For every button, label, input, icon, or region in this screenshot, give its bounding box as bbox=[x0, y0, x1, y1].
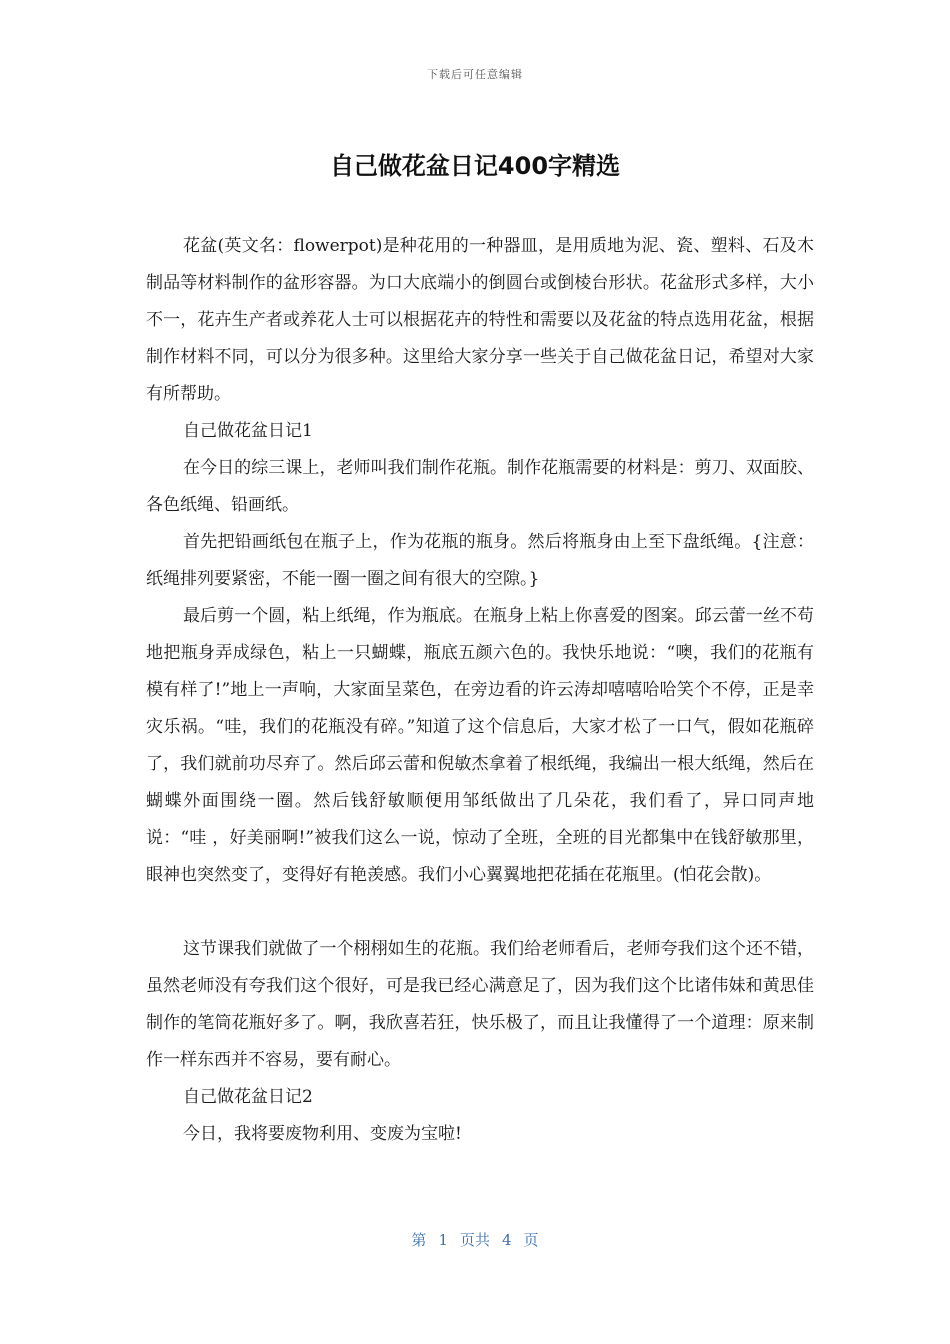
document-title: 自己做花盆日记400字精选 bbox=[329, 152, 621, 180]
page-label-prefix: 第 bbox=[411, 1231, 427, 1249]
page-label-middle: 页共 bbox=[459, 1231, 490, 1249]
section-heading-1: 自己做花盆日记1 bbox=[183, 421, 313, 441]
header-note: 下载后可任意编辑 bbox=[427, 68, 523, 81]
intro-paragraph: 花盆(英文名：flowerpot)是种花用的一种器皿，是用质地为泥、瓷、塑料、石及木制品等材料制作的盆形容器。为口大底端小的倒圆台或倒棱台形状。花盆形式多样，大小不一，花卉生产者或养花人士可以根据花卉的特性和需要以及花盆的特点选用花盆，根据制作材料不同，可以分为很多种。这里给大家分享一些关于自己做花盆日记，希望对大家有所帮助。 bbox=[146, 236, 814, 404]
body-paragraph: 在今日的综三课上，老师叫我们制作花瓶。制作花瓶需要的材料是：剪刀、双面胶、各色纸绳、铅画纸。 bbox=[146, 458, 814, 515]
page-label-suffix: 页 bbox=[523, 1231, 539, 1249]
section-heading-2: 自己做花盆日记2 bbox=[183, 1087, 313, 1107]
body-paragraph: 首先把铅画纸包在瓶子上，作为花瓶的瓶身。然后将瓶身由上至下盘纸绳。{注意：纸绳排列要紧密，不能一圈一圈之间有很大的空隙。} bbox=[146, 532, 814, 589]
current-page-number: 1 bbox=[438, 1231, 448, 1249]
body-paragraph: 这节课我们就做了一个栩栩如生的花瓶。我们给老师看后，老师夸我们这个还不错，虽然老师没有夸我们这个很好，可是我已经心满意足了，因为我们这个比诸伟妹和黄思佳制作的笔筒花瓶好多了。啊，我欣喜若狂，快乐极了，而且让我懂得了一个道理：原来制作一样东西并不容易，要有耐心。 bbox=[146, 939, 814, 1070]
paragraph-gap bbox=[146, 894, 814, 931]
body-paragraph: 今日，我将要废物利用、变废为宝啦! bbox=[183, 1124, 462, 1144]
total-pages-number: 4 bbox=[502, 1231, 512, 1249]
body-paragraph: 最后剪一个圆，粘上纸绳，作为瓶底。在瓶身上粘上你喜爱的图案。邱云蕾一丝不苟地把瓶身弄成绿色，粘上一只蝴蝶，瓶底五颜六色的。我快乐地说：“噢，我们的花瓶有模有样了!”地上一声响，大家面呈菜色，在旁边看的许云涛却嘻嘻哈哈笑个不停，正是幸灾乐祸。“哇，我们的花瓶没有碎。”知道了这个信息后，大家才松了一口气，假如花瓶碎了，我们就前功尽弃了。然后邱云蕾和倪敏杰拿着了根纸绳，我编出一根大纸绳，然后在蝴蝶外面围绕一圈。然后钱舒敏顺便用邹纸做出了几朵花，我们看了，异口同声地说：“哇 ，好美丽啊!”被我们这么一说，惊动了全班，全班的目光都集中在钱舒敏那里，眼神也突然变了，变得好有艳羡感。我们小心翼翼地把花插在花瓶里。(怕花会散)。 bbox=[146, 606, 814, 885]
document-body bbox=[146, 228, 814, 1153]
page-footer bbox=[0, 1229, 950, 1250]
